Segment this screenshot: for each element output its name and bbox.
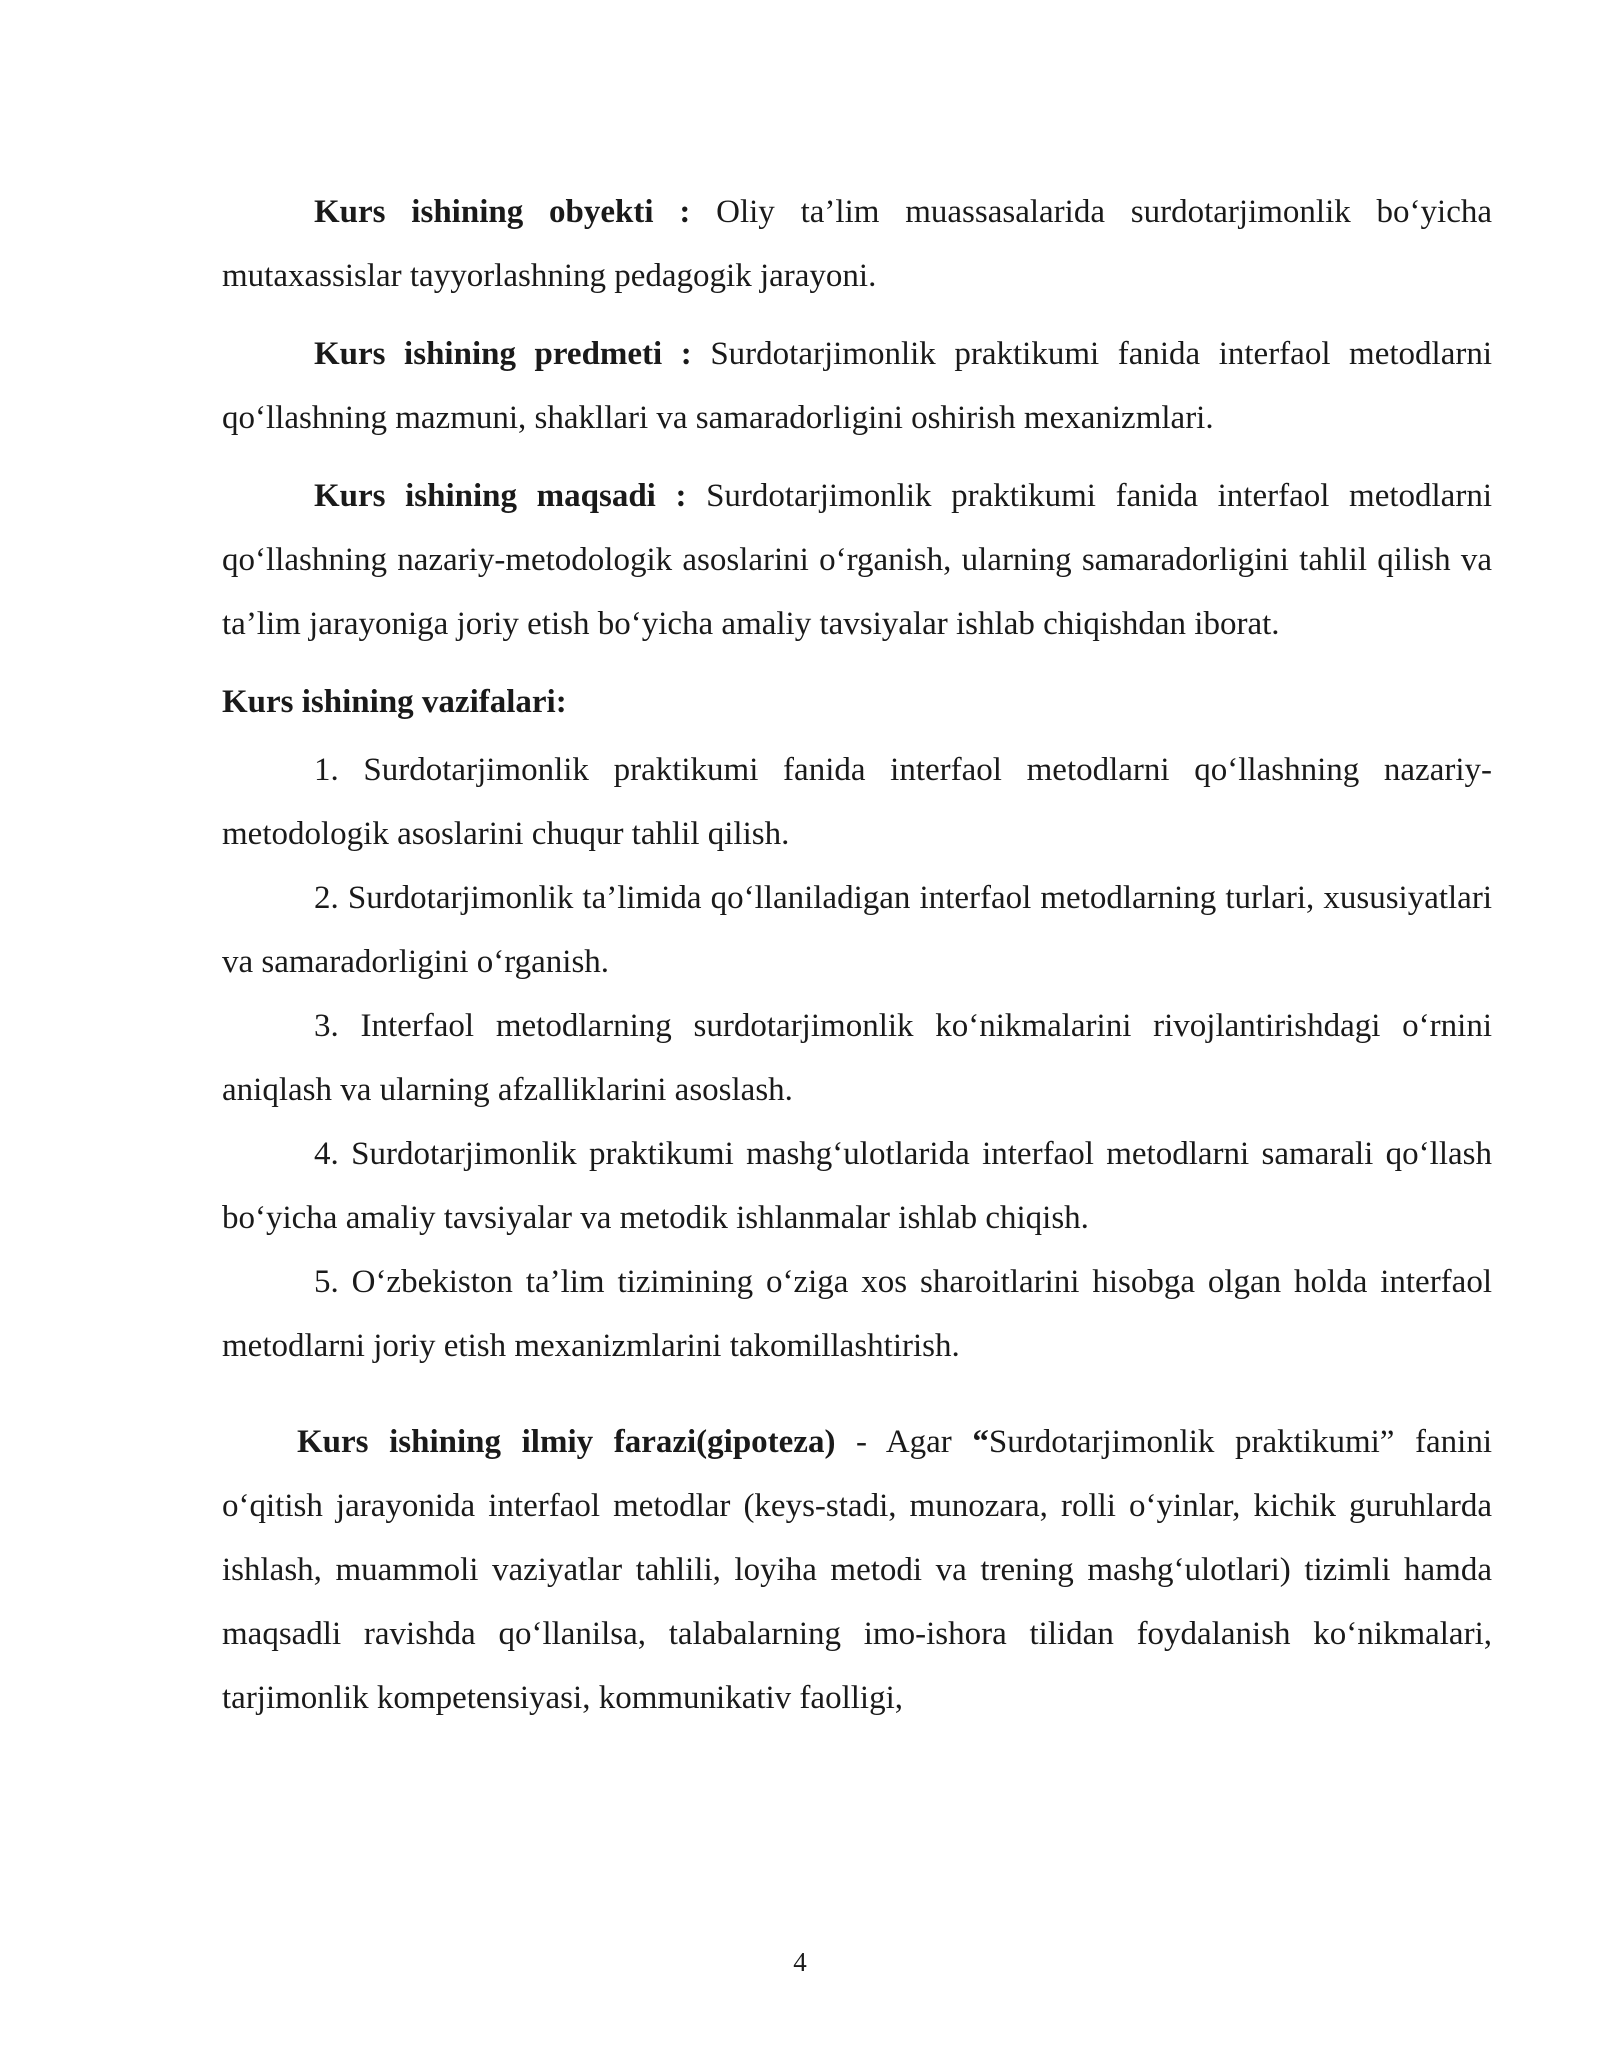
object-paragraph — [222, 180, 1492, 308]
goal-label: Kurs ishining maqsadi : — [314, 478, 687, 514]
subject-paragraph — [222, 322, 1492, 450]
tasks-heading: Kurs ishining vazifalari: — [222, 684, 567, 720]
hypothesis-label: Kurs ishining ilmiy farazi(gipoteza) — [297, 1424, 836, 1460]
page-number: 4 — [793, 1947, 807, 1977]
hypothesis-text: Surdotarjimonlik praktikumi” fanini o‘qitish jarayonida interfaol metodlar (keys-stadi, munozara, rolli o‘yinlar, kichik guruhlarda ishlash, muammoli vaziyatlar tahlili, loyiha metodi va trening mashg‘ulotlari) tizimli hamda maqsadli ravishda qo‘llanilsa, talabalarning imo-ishora tilidan foydalanish ko‘nikmalari, tarjimonlik kompetensiyasi, kommunikativ faolligi, — [222, 1424, 1493, 1716]
task-item-4: 4. Surdotarjimonlik praktikumi mashg‘ulotlarida interfaol metodlarni samarali qo‘llash bo‘yicha amaliy tavsiyalar va metodik ishlanmalar ishlab chiqish. — [222, 1136, 1492, 1236]
hypothesis-paragraph — [222, 1410, 1492, 1730]
task-item-1: 1. Surdotarjimonlik praktikumi fanida interfaol metodlarni qo‘llashning nazariy-metodologik asoslarini chuqur tahlil qilish. — [222, 752, 1492, 852]
goal-paragraph — [222, 464, 1492, 656]
document-page — [222, 180, 1492, 1730]
goal-text: Surdotarjimonlik praktikumi fanida interfaol metodlarni qo‘llashning nazariy-metodologik asoslarini o‘rganish, ularning samaradorligini tahlil qilish va ta’lim jarayoniga joriy etish bo‘yicha amaliy tavsiyalar ishlab chiqishdan iborat. — [222, 478, 1492, 642]
task-item-5: 5. O‘zbekiston ta’lim tizimining o‘ziga xos sharoitlarini hisobga olgan holda interfaol metodlarni joriy etish mexanizmlarini takomillashtirish. — [222, 1264, 1492, 1364]
subject-text: Surdotarjimonlik praktikumi fanida interfaol metodlarni qo‘llashning mazmuni, shakllari va samaradorligini oshirish mexanizmlari. — [222, 336, 1492, 436]
task-item-3: 3. Interfaol metodlarning surdotarjimonlik ko‘nikmalarini rivojlantirishdagi o‘rnini aniqlash va ularning afzalliklarini asoslash. — [222, 1008, 1492, 1108]
subject-label: Kurs ishining predmeti : — [314, 336, 692, 372]
hypothesis-quote-open: “ — [972, 1424, 989, 1460]
object-text: Oliy ta’lim muassasalarida surdotarjimonlik bo‘yicha mutaxassislar tayyorlashning pedagogik jarayoni. — [222, 194, 1492, 294]
hypothesis-dash: - Agar — [835, 1424, 973, 1460]
task-item-2: 2. Surdotarjimonlik ta’limida qo‘llaniladigan interfaol metodlarning turlari, xususiyatlari va samaradorligini o‘rganish. — [222, 880, 1492, 980]
object-label: Kurs ishining obyekti : — [314, 194, 691, 230]
